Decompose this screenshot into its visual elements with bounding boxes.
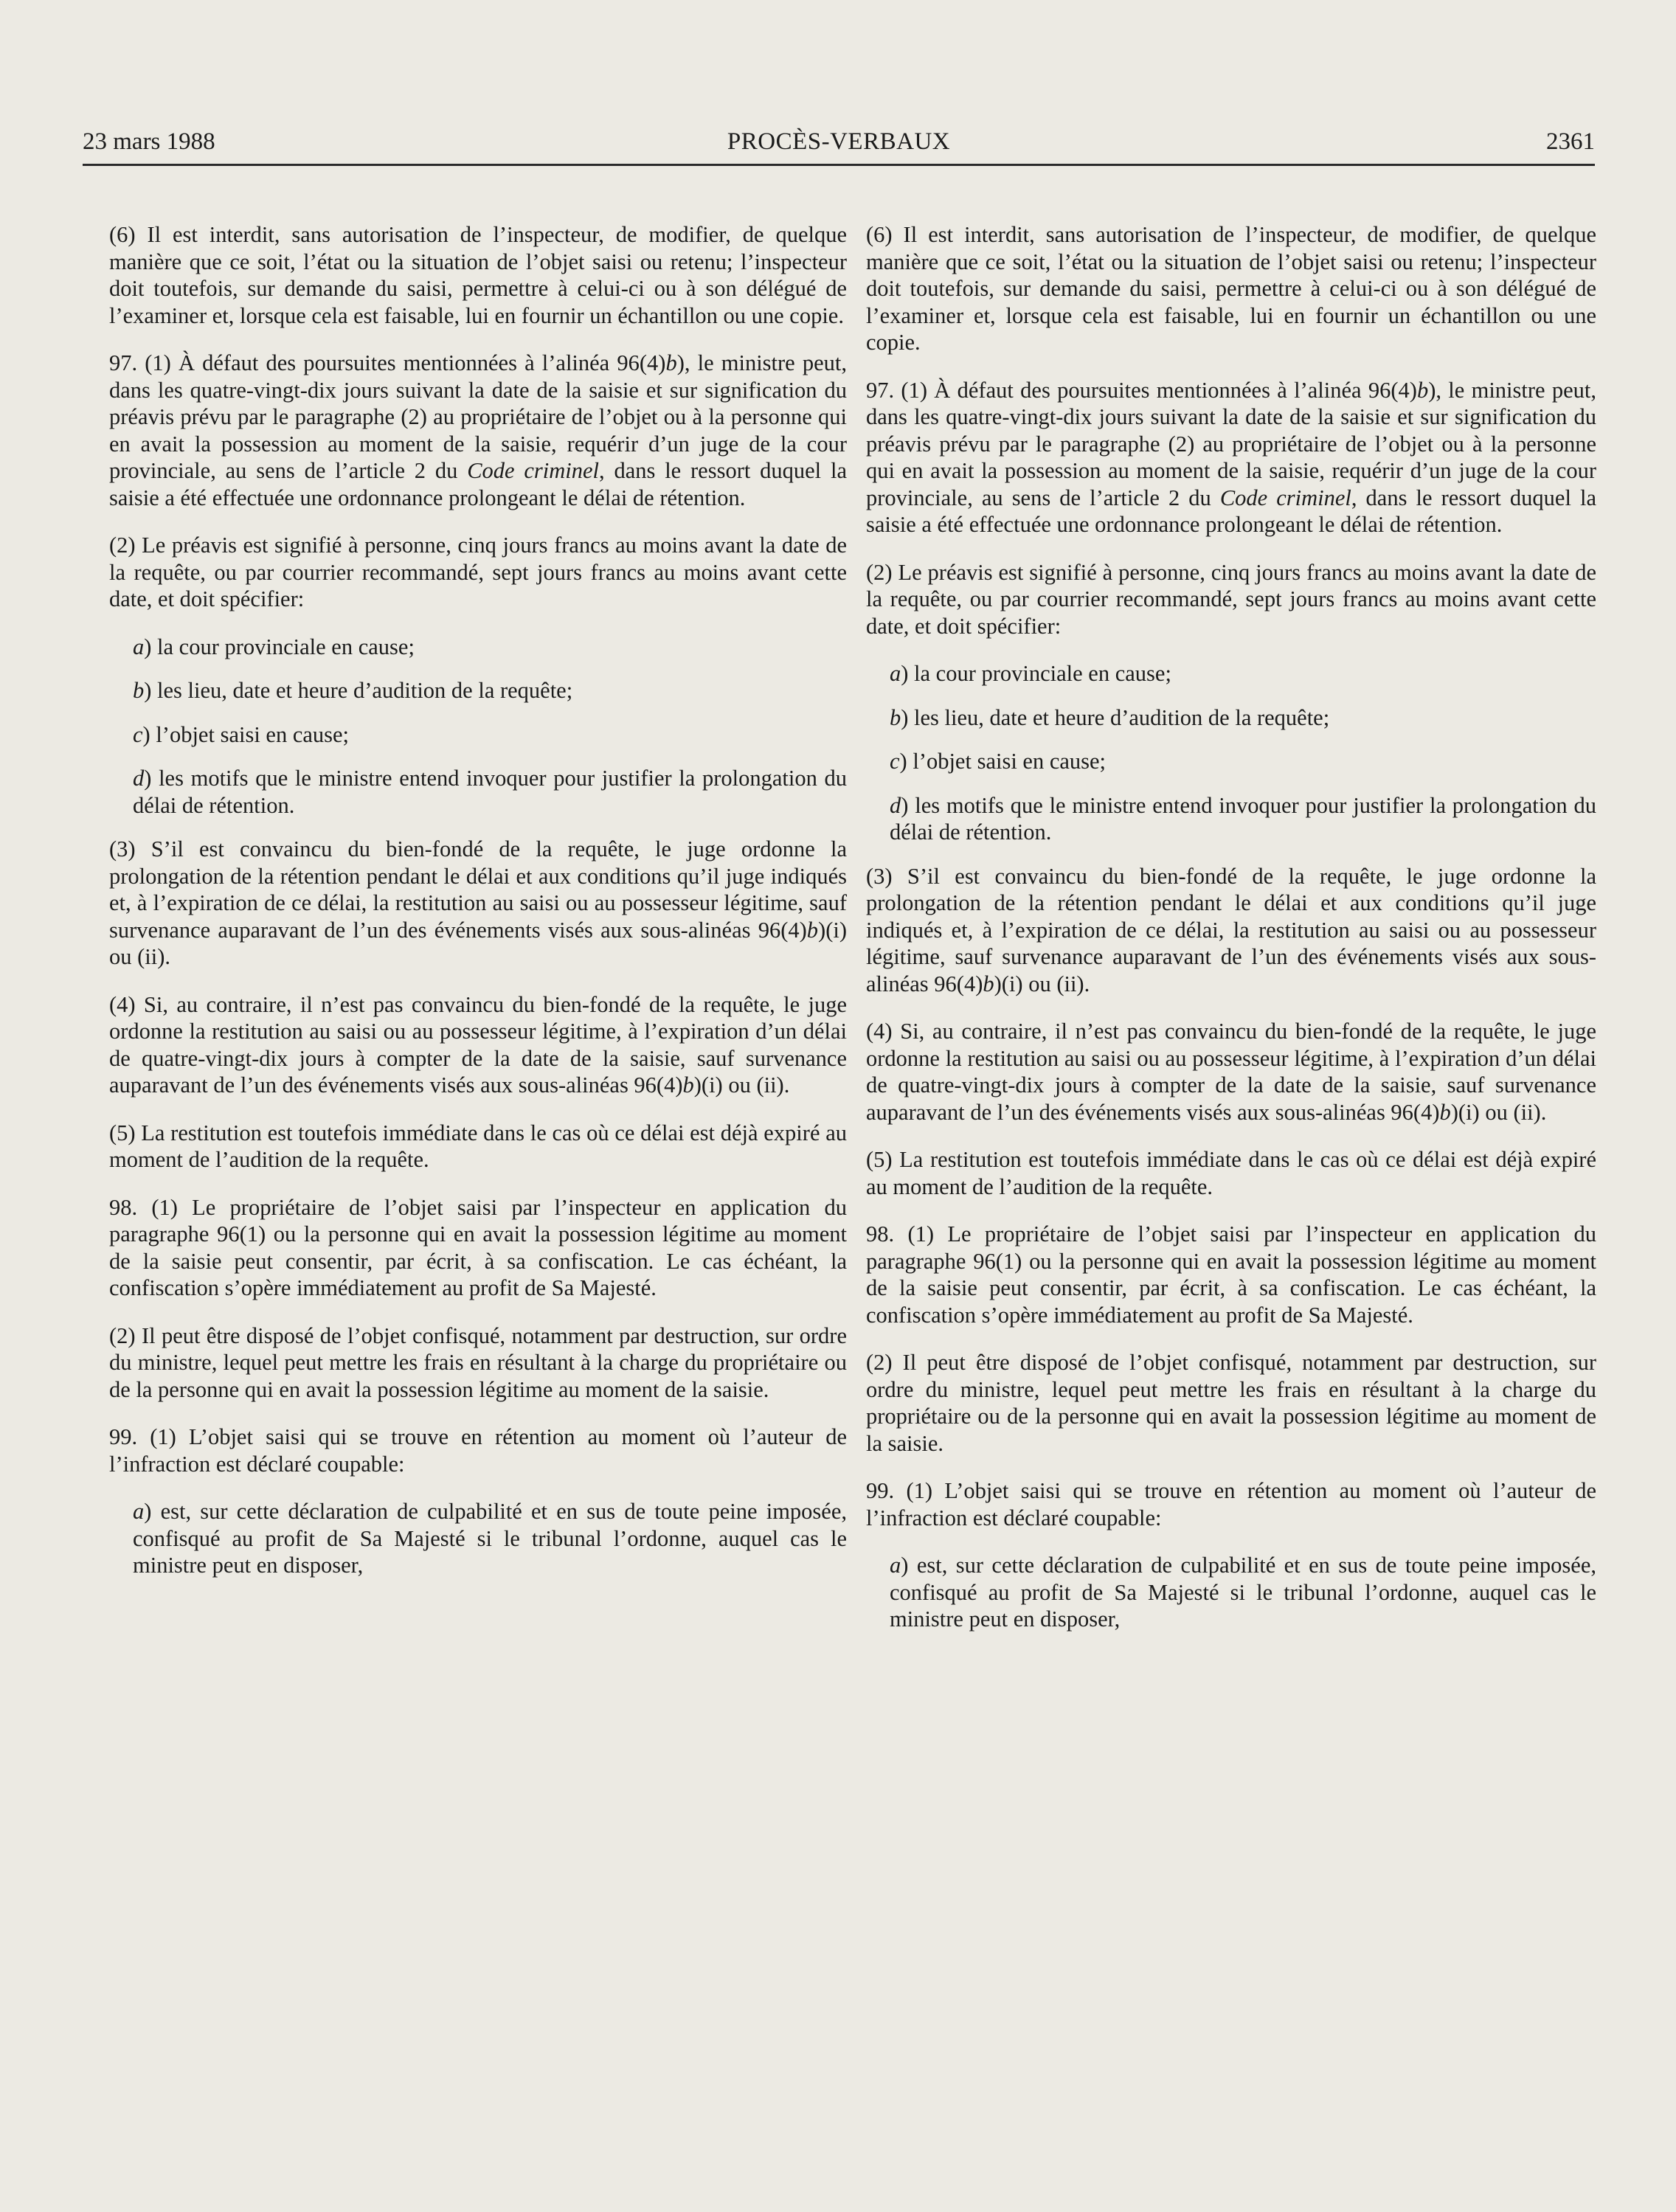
paragraph-96-6: (6) Il est interdit, sans autorisation de l’inspecteur, de modifier, de quelque manière que ce soit, l’état ou la situation de l’objet saisi ou retenu; l’inspecteur doit toutefois, sur demande du saisi, permettre à celui-ci ou à son délégué de l’examiner et, lorsque cela est faisable, lui en fournir un échantillon ou une copie.: [866, 222, 1596, 355]
paragraph-99-1: 99. (1) L’objet saisi qui se trouve en rétention au moment où l’auteur de l’infraction est déclaré coupable:: [866, 1478, 1596, 1530]
paragraph-98-1: 98. (1) Le propriétaire de l’objet saisi par l’inspecteur en application du paragraphe 96(1) ou la personne qui en avait la possession légitime au moment de la saisie peut consentir, par écrit, à sa confiscation. Le cas échéant, la confiscation s’opère immédiatement au profit de Sa Majesté.: [866, 1221, 1596, 1328]
paragraph-97-4: (4) Si, au contraire, il n’est pas convaincu du bien-fondé de la requête, le juge ordonne la restitution au saisi ou au possesseur légitime, à l’expiration d’un délai de quatre-vingt-dix jours à compter de la date de la saisie, sauf survenance auparavant de l’un des événements visés aux sous-alinéas 96(4)b)(i) ou (ii).: [109, 991, 847, 1098]
left-column: [109, 221, 847, 1596]
list-item-a: a) la cour provinciale en cause;: [890, 661, 1171, 686]
page-number: 2361: [1546, 128, 1595, 155]
header-date: 23 mars 1988: [83, 128, 215, 155]
list-item-c: c) l’objet saisi en cause;: [890, 749, 1107, 774]
list-item-c: c) l’objet saisi en cause;: [133, 721, 350, 747]
paragraph-97-2: (2) Le préavis est signifié à personne, cinq jours francs au moins avant la date de la requête, ou par courrier recommandé, sept jours francs au moins avant cette date, et doit spécifier:: [109, 533, 847, 611]
page-header: [83, 127, 1595, 165]
list-item-b: b) les lieu, date et heure d’audition de la requête;: [890, 704, 1330, 730]
paragraph-97-5: (5) La restitution est toutefois immédiate dans le cas où ce délai est déjà expiré au moment de l’audition de la requête.: [109, 1120, 847, 1172]
right-column: [866, 221, 1596, 1650]
list-item-99-a: a) est, sur cette déclaration de culpabilité et en sus de toute peine imposée, confisqué au profit de Sa Majesté si le tribunal l’ordonne, auquel cas le ministre peut en disposer,: [133, 1499, 847, 1578]
paragraph-98-2: (2) Il peut être disposé de l’objet confisqué, notamment par destruction, sur ordre du ministre, lequel peut mettre les frais en résultant à la charge du propriétaire ou de la personne qui en avait la possession légitime au moment de la saisie.: [866, 1350, 1596, 1456]
paragraph-98-2: (2) Il peut être disposé de l’objet confisqué, notamment par destruction, sur ordre du ministre, lequel peut mettre les frais en résultant à la charge du propriétaire ou de la personne qui en avait la possession légitime au moment de la saisie.: [109, 1322, 847, 1402]
paragraph-99-1: 99. (1) L’objet saisi qui se trouve en rétention au moment où l’auteur de l’infraction est déclaré coupable:: [109, 1424, 847, 1477]
list-item-b: b) les lieu, date et heure d’audition de la requête;: [133, 678, 573, 703]
paragraph-97-1: 97. (1) À défaut des poursuites mentionnées à l’alinéa 96(4)b), le ministre peut, dans les quatre-vingt-dix jours suivant la date de la saisie et sur signification du préavis prévu par le paragraphe (2) au propriétaire de l’objet ou à la personne qui en avait la possession au moment de la saisie, requérir d’un juge de la cour provinciale, au sens de l’article 2 du Code criminel, dans le ressort duquel la saisie a été effectuée une ordonnance prolongeant le délai de rétention.: [866, 377, 1597, 537]
header-rule: [83, 164, 1595, 166]
paragraph-96-6: (6) Il est interdit, sans autorisation de l’inspecteur, de modifier, de quelque manière que ce soit, l’état ou la situation de l’objet saisi ou retenu; l’inspecteur doit toutefois, sur demande du saisi, permettre à celui-ci ou à son délégué de l’examiner et, lorsque cela est faisable, lui en fournir un échantillon ou une copie.: [109, 222, 847, 328]
list-item-d: d) les motifs que le ministre entend invoquer pour justifier la prolongation du délai de rétention.: [133, 766, 847, 818]
list-item-d: d) les motifs que le ministre entend invoquer pour justifier la prolongation du délai de rétention.: [890, 792, 1596, 845]
paragraph-97-2: (2) Le préavis est signifié à personne, cinq jours francs au moins avant la date de la requête, ou par courrier recommandé, sept jours francs au moins avant cette date, et doit spécifier:: [866, 559, 1596, 639]
paragraph-97-3: (3) S’il est convaincu du bien-fondé de la requête, le juge ordonne la prolongation de la rétention pendant le délai et aux conditions qu’il juge indiqués et, à l’expiration de ce délai, la restitution au saisi ou au possesseur légitime, sauf survenance auparavant de l’un des événements visés aux sous-alinéas 96(4)b)(i) ou (ii).: [866, 863, 1596, 996]
paragraph-98-1: 98. (1) Le propriétaire de l’objet saisi par l’inspecteur en application du paragraphe 96(1) ou la personne qui en avait la possession légitime au moment de la saisie peut consentir, par écrit, à sa confiscation. Le cas échéant, la confiscation s’opère immédiatement au profit de Sa Majesté.: [109, 1194, 847, 1300]
paragraph-97-4: (4) Si, au contraire, il n’est pas convaincu du bien-fondé de la requête, le juge ordonne la restitution au saisi ou au possesseur légitime, à l’expiration d’un délai de quatre-vingt-dix jours à compter de la date de la saisie, sauf survenance auparavant de l’un des événements visés aux sous-alinéas 96(4)b)(i) ou (ii).: [866, 1019, 1596, 1125]
paragraph-97-3: (3) S’il est convaincu du bien-fondé de la requête, le juge ordonne la prolongation de la rétention pendant le délai et aux conditions qu’il juge indiqués et, à l’expiration de ce délai, la restitution au saisi ou au possesseur légitime, sauf survenance auparavant de l’un des événements visés aux sous-alinéas 96(4)b)(i) ou (ii).: [109, 836, 847, 969]
paragraph-97-5: (5) La restitution est toutefois immédiate dans le cas où ce délai est déjà expiré au moment de l’audition de la requête.: [866, 1147, 1596, 1199]
paragraph-97-1: 97. (1) À défaut des poursuites mentionnées à l’alinéa 96(4)b), le ministre peut, dans les quatre-vingt-dix jours suivant la date de la saisie et sur signification du préavis prévu par le paragraphe (2) au propriétaire de l’objet ou à la personne qui en avait la possession au moment de la saisie, requérir d’un juge de la cour provinciale, au sens de l’article 2 du Code criminel, dans le ressort duquel la saisie a été effectuée une ordonnance prolongeant le délai de rétention.: [109, 350, 848, 510]
list-item-a: a) la cour provinciale en cause;: [133, 634, 415, 659]
list-item-99-a: a) est, sur cette déclaration de culpabilité et en sus de toute peine imposée, confisqué au profit de Sa Majesté si le tribunal l’ordonne, auquel cas le ministre peut en disposer,: [890, 1553, 1596, 1632]
header-title: PROCÈS-VERBAUX: [727, 128, 951, 155]
